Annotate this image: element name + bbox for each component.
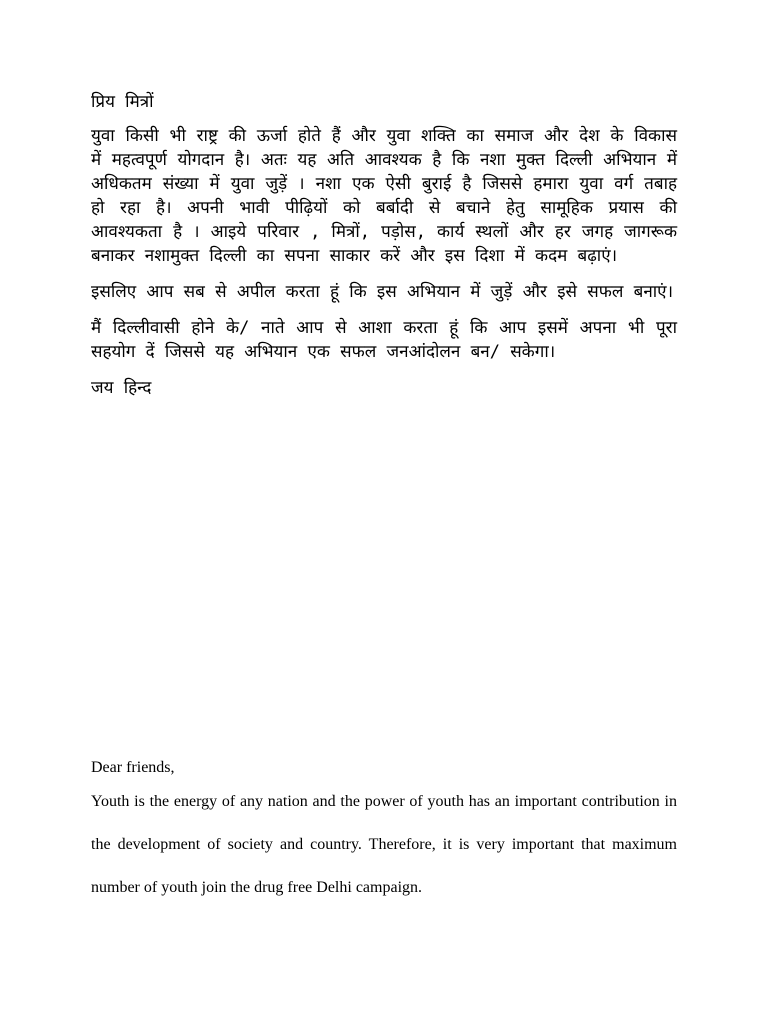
english-salutation: Dear friends, [91, 759, 175, 776]
english-section [91, 756, 677, 909]
hindi-sign-off: जय हिन्द [91, 378, 152, 398]
hindi-paragraph-3: मैं दिल्लीवासी होने के/ नाते आप से आशा करता हूं कि आप इसमें अपना भी पूरा सहयोग दें जिससे यह अभियान एक सफल जनआंदोलन बन/ सकेगा। [91, 318, 677, 362]
english-paragraph-1: Youth is the energy of any nation and the power of youth has an important contribution in the development of society and country. Therefore, it is very important that maximum number of youth join the drug free Delhi campaign. [91, 793, 677, 896]
hindi-paragraph-2: इसलिए आप सब से अपील करता हूं कि इस अभियान में जुड़ें और इसे सफल बनाएं। [91, 282, 674, 302]
hindi-paragraph-1: युवा किसी भी राष्ट्र की ऊर्जा होते हैं और युवा शक्ति का समाज और देश के विकास में महत्वपूर्ण योगदान है। अतः यह अति आवश्यक है कि नशा मुक्त दिल्ली अभियान में अधिकतम संख्या में युवा जुड़ें । नशा एक ऐसी बुराई है जिससे हमारा युवा वर्ग तबाह हो रहा है। अपनी भावी पीढ़ियों को बर्बादी से बचाने हेतु सामूहिक प्रयास की आवश्यकता है । आइये परिवार , मित्रों, पड़ोस, कार्य स्थलों और हर जगह जागरूक बनाकर नशामुक्त दिल्ली का सपना साकार करें और इस दिशा में कदम बढ़ाएं। [91, 126, 677, 266]
hindi-heading: प्रिय मित्रों [91, 92, 154, 112]
hindi-section [91, 90, 677, 412]
